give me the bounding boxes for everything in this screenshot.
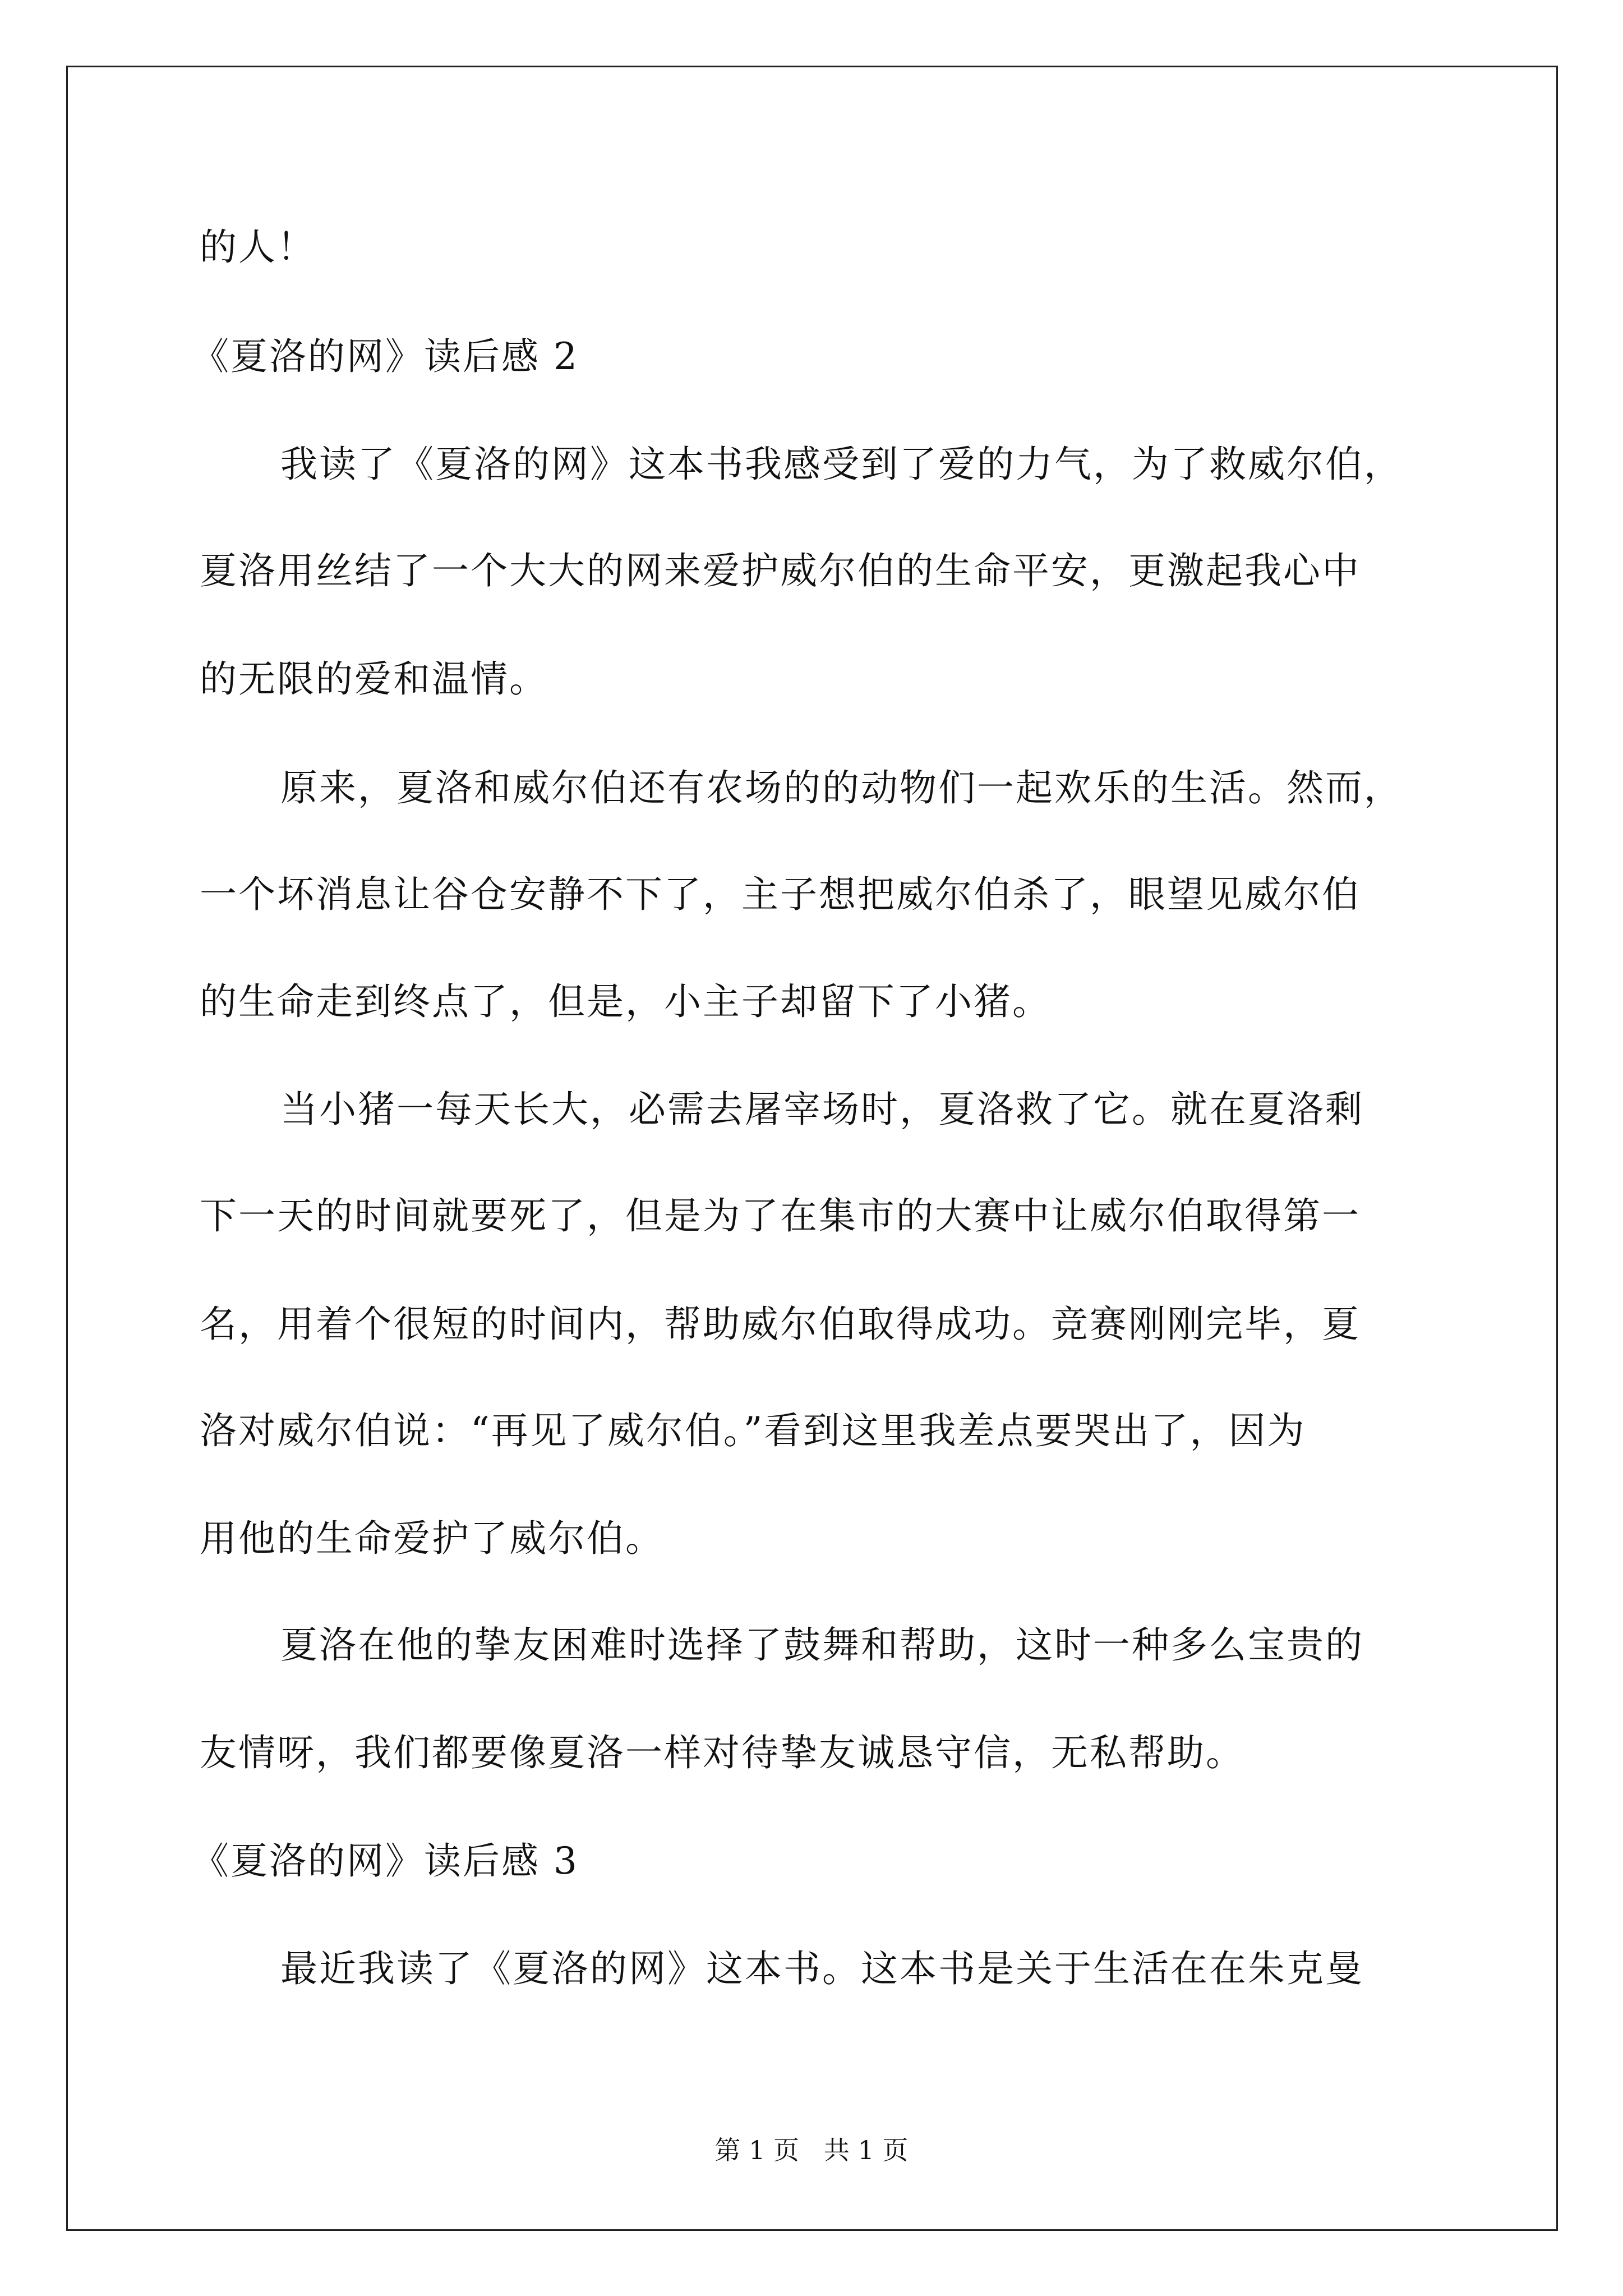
paragraph-line: 我读了《夏洛的网》这本书我感受到了爱的力气，为了救威尔伯， xyxy=(280,443,1403,486)
paragraph-line: 用他的生命爱护了威尔伯。 xyxy=(200,1517,664,1560)
page-footer: 第 1 页 共 1 页 xyxy=(714,2135,909,2165)
paragraph-line: 洛对威尔伯说：“再见了威尔伯。”看到这里我差点要哭出了，因为 xyxy=(200,1409,1306,1452)
paragraph-line: 夏洛在他的挚友困难时选择了鼓舞和帮助，这时一种多么宝贵的 xyxy=(280,1623,1364,1667)
section-heading: 《夏洛的网》读后感 3 xyxy=(192,1839,579,1883)
paragraph-line: 原来，夏洛和威尔伯还有农场的的动物们一起欢乐的生活。然而， xyxy=(280,766,1403,809)
paragraph-line: 下一天的时间就要死了，但是为了在集市的大赛中让威尔伯取得第一 xyxy=(200,1194,1361,1237)
paragraph-line: 友情呀，我们都要像夏洛一样对待挚友诚恳守信，无私帮助。 xyxy=(200,1731,1244,1774)
paragraph-line: 最近我读了《夏洛的网》这本书。这本书是关于生活在在朱克曼 xyxy=(280,1947,1364,1990)
paragraph-line: 名，用着个很短的时间内，帮助威尔伯取得成功。竞赛刚刚完毕，夏 xyxy=(200,1303,1361,1346)
paragraph-end-line: 的人！ xyxy=(200,226,316,269)
paragraph-line: 当小猪一每天长大，必需去屠宰场时，夏洛救了它。就在夏洛剩 xyxy=(280,1088,1364,1131)
page-border xyxy=(66,66,1558,2231)
paragraph-line: 夏洛用丝结了一个大大的网来爱护威尔伯的生命平安，更激起我心中 xyxy=(200,549,1361,592)
paragraph-line: 一个坏消息让谷仓安静不下了，主子想把威尔伯杀了，眼望见威尔伯 xyxy=(200,873,1361,916)
section-heading: 《夏洛的网》读后感 2 xyxy=(192,335,579,378)
paragraph-line: 的无限的爱和温情。 xyxy=(200,657,548,701)
paragraph-line: 的生命走到终点了，但是，小主子却留下了小猪。 xyxy=(200,980,1051,1023)
